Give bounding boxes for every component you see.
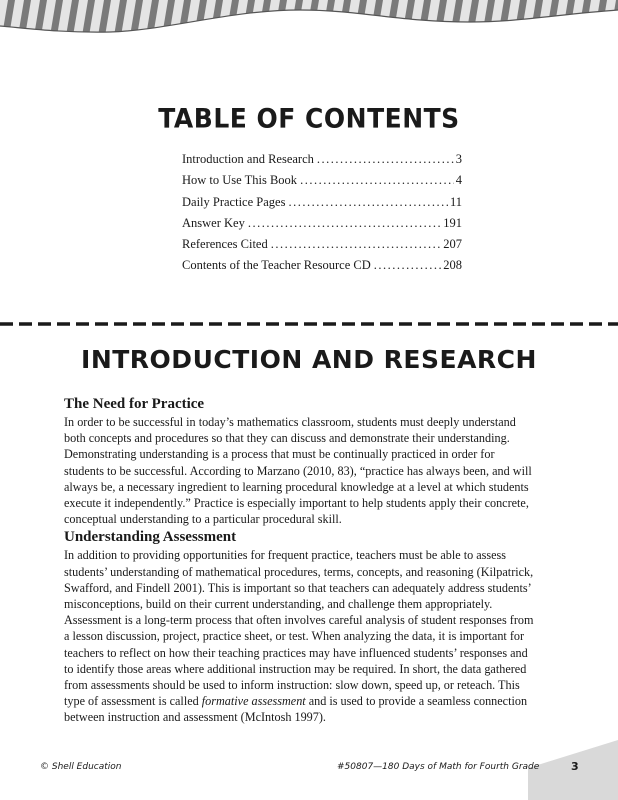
toc-entry-label: How to Use This Book (182, 173, 298, 188)
toc-entry-label: Introduction and Research (182, 152, 314, 166)
toc-entry (182, 173, 462, 194)
subheading-understanding-assessment: Understanding Assessment (64, 529, 237, 546)
toc-dot-leader (248, 216, 441, 231)
page-number: 3 (571, 760, 579, 773)
page-footer (40, 762, 580, 776)
toc-dot-leader (374, 258, 441, 273)
footer-publisher: © Shell Education (40, 762, 122, 772)
toc-entry (182, 258, 462, 279)
toc-list (182, 152, 462, 280)
toc-dot-leader (317, 152, 454, 167)
toc-entry-label: References Cited (182, 237, 268, 252)
toc-entry (182, 216, 462, 237)
toc-dot-leader (288, 195, 448, 210)
toc-entry-page: 4 (455, 173, 462, 188)
body-paragraph: In order to be successful in today’s mathematics classroom, students must deeply understand both concepts and procedures so that they can discuss and demonstrate their understanding. Demonstrating understanding is a process that must be continually practiced in order for students to be successful. According to Marzano (2010, 83), “practice has always been, and will always be, a necessary ingredient to learning procedural knowledge at a level at which students execute it independently.” Practice is especially important to help students apply their concrete, conceptual understanding to a particular procedural skill. (64, 415, 532, 527)
toc-entry-label: Answer Key (182, 215, 245, 230)
toc-entry-page: 208 (443, 258, 462, 273)
toc-entry (182, 152, 462, 173)
top-decorative-banner (0, 0, 618, 60)
toc-entry-label: Contents of the Teacher Resource CD (182, 258, 371, 273)
toc-entry-page: 191 (443, 215, 462, 230)
italic-term: formative assessment (201, 694, 306, 709)
toc-title: TABLE OF CONTENTS (158, 103, 460, 134)
toc-entry-page: 207 (443, 237, 462, 252)
section-title: INTRODUCTION AND RESEARCH (81, 345, 537, 374)
section-body (64, 394, 536, 726)
toc-dot-leader (271, 237, 442, 252)
toc-dot-leader (300, 173, 454, 188)
body-paragraph: In addition to providing opportunities for frequent practice, teachers must be able to assess students’ understanding of mathematical procedures, terms, concepts, and reasoning (Kilpatrick, Swafford, and Findell 2001). This is important so that teachers can adequately address students’ misconceptions, build on their current understanding, and challenge them appropriately. (64, 548, 534, 612)
toc-entry-page: 3 (455, 152, 462, 166)
section-divider (0, 322, 618, 326)
toc-entry-label: Daily Practice Pages (182, 194, 286, 209)
paragraph-text: Assessment is a long-term process that often involves careful analysis of student responses from a lesson discussion, project, practice sheet, or test. When analyzing the data, it is important for teachers to reflect on how their teaching practices may have influenced students’ responses and to identify those areas where additional instruction may be required. In short, the data gathered from assessments should be used to inform instruction: slow down, speed up, or reteach. This type of assessment is called (64, 613, 534, 709)
footer-book-title: #50807—180 Days of Math for Fourth Grade (337, 762, 540, 772)
paragraph-text: and is used to provide a seamless connection between instruction and assessment (McIntosh 1997). (64, 694, 528, 725)
body-paragraph (64, 612, 536, 725)
subheading-need-for-practice: The Need for Practice (64, 396, 205, 412)
toc-entry (182, 237, 462, 258)
toc-entry-page: 11 (449, 194, 462, 209)
toc-entry (182, 195, 462, 216)
